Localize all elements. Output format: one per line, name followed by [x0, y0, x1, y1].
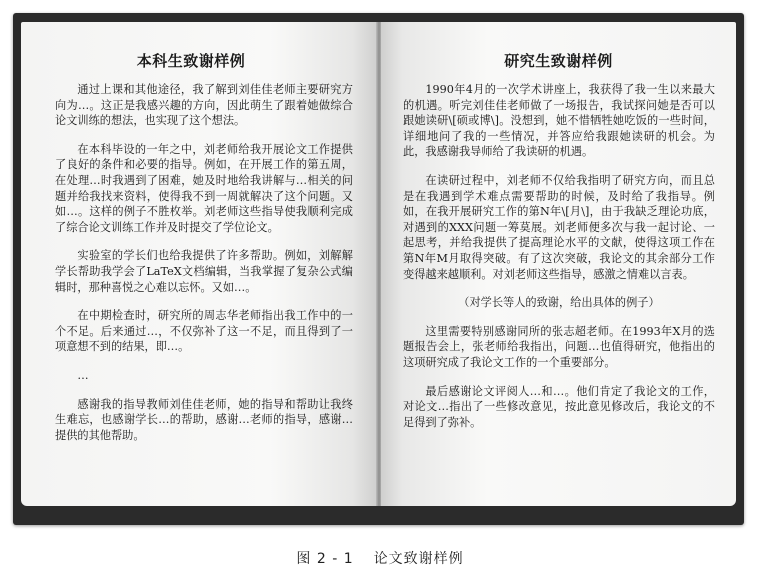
left-page: [21, 22, 377, 506]
left-paragraph-ellipsis: …: [77, 368, 89, 382]
left-page-body: [55, 82, 353, 456]
figure-caption-text: 论文致谢样例: [373, 551, 464, 567]
right-paragraph: 1990年4月的一次学术讲座上，我获得了我一生以来最大的机遇。听完刘佳佳老师做了一场报告，我试探问她是否可以跟她读研\[硕或博\]。没想到，她不惜牺牲她吃饭的一些时间，详细地问了我的一些情况，并答应给我跟她读研的机会。为此，我感谢我导师给了我读研的机遇。: [403, 83, 715, 159]
right-paragraph-note: （对学长等人的致谢，给出具体的例子）: [458, 296, 660, 310]
left-paragraph: 实验室的学长们也给我提供了许多帮助。例如，刘解解学长帮助我学会了LaTeX文档编辑，当我掌握了复杂公式编辑时，那种喜悦之心难以忘怀。又如…。: [55, 249, 353, 294]
figure-caption: [0, 548, 760, 568]
open-book: [13, 13, 744, 525]
right-page-body: [403, 82, 715, 443]
figure-number: 图 2 - 1: [296, 551, 354, 567]
left-paragraph: 在中期检查时，研究所的周志华老师指出我工作中的一个不足。后来通过…，不仅弥补了这一不足，而且得到了一项意想不到的结果，即…。: [55, 309, 353, 354]
left-paragraph: 在本科毕设的一年之中，刘老师给我开展论文工作提供了良好的条件和必要的指导。例如，在开展工作的第五周，在处理…时我遇到了困难，她及时地给我讲解与…相关的问题并给我找来资料，使得我不到一周就解决了这个问题。又如…。这样的例子不胜枚举。刘老师这些指导使我顺利完成了综合论文训练工作并及时提交了学位论文。: [55, 142, 353, 234]
right-paragraph: 最后感谢论文评阅人…和…。他们肯定了我论文的工作，对论文…指出了一些修改意见，按此意见修改后，我论文的不足得到了弥补。: [403, 384, 715, 429]
left-page-title: 本科生致谢样例: [136, 52, 246, 70]
left-paragraph: 通过上课和其他途径，我了解到刘佳佳老师主要研究方向为…。这正是我感兴趣的方向，因此萌生了跟着她做综合论文训练的想法，也实现了这个想法。: [55, 83, 353, 128]
right-paragraph: 在读研过程中，刘老师不仅给我指明了研究方向，而且总是在我遇到学术难点需要帮助的时候，及时给了我指导。例如，在我开展研究工作的第N年\[月\]，由于我缺乏理论功底，对遇到的XXX问题一筹莫展。刘老师便多次与我一起讨论、一起思考，并给我提供了提高理论水平的文献，使得这项工作在第N年M月取得突破。有了这次突破，我论文的其余部分工作变得越来越顺利。对刘老师这些指导，感激之情难以言表。: [403, 173, 715, 281]
right-page: [381, 22, 736, 506]
right-paragraph: 这里需要特别感谢同所的张志超老师。在1993年X月的选题报告会上，张老师给我指出，问题…也值得研究，他指出的这项研究成了我论文工作的一个重要部分。: [403, 324, 715, 369]
left-paragraph: 感谢我的指导教师刘佳佳老师，她的指导和帮助让我终生难忘，也感谢学长…的帮助，感谢…老师的指导，感谢…提供的其他帮助。: [55, 397, 353, 442]
right-page-title: 研究生致谢样例: [504, 52, 613, 70]
